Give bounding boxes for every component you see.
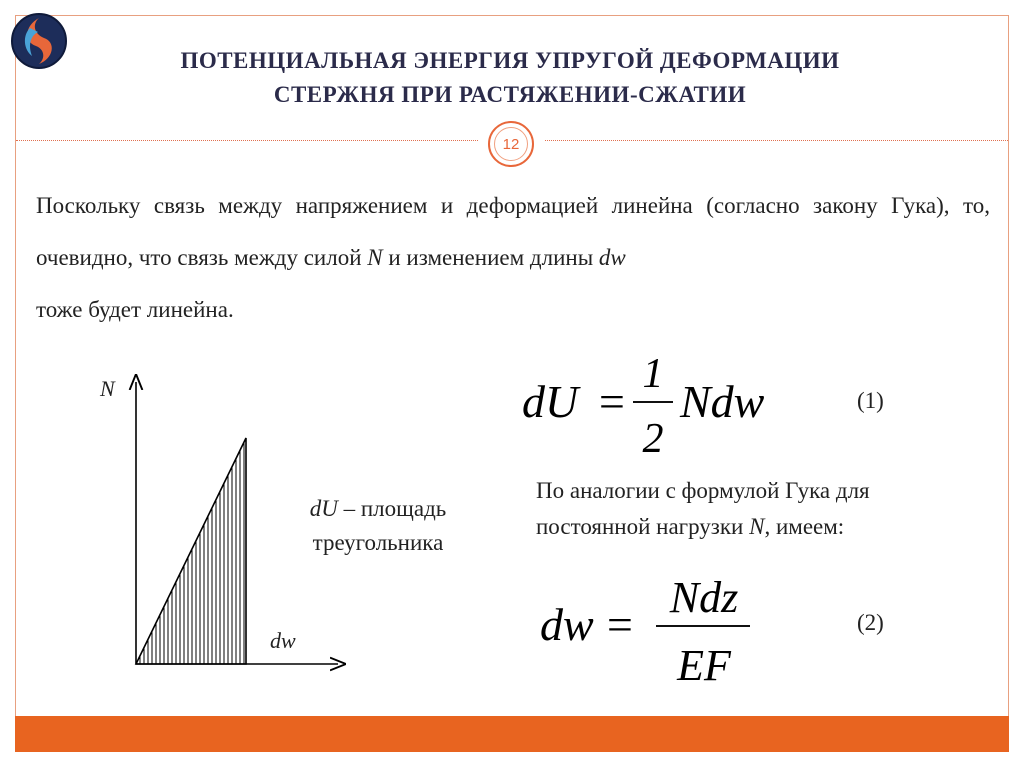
analogy-paragraph <box>536 473 976 545</box>
formula2-num: Ndz <box>669 573 739 622</box>
formula2-den: EF <box>677 641 731 688</box>
slide-title <box>70 44 950 112</box>
title-line-2: СТЕРЖНЯ ПРИ РАСТЯЖЕНИИ-СЖАТИИ <box>273 82 747 107</box>
diagram-caption <box>283 492 473 560</box>
analogy-var-n: N <box>749 514 765 539</box>
bottom-accent-bar <box>15 716 1009 752</box>
x-axis-label: dw <box>270 628 296 653</box>
divider-right <box>545 140 1008 141</box>
intro-var-dw: dw <box>598 245 626 270</box>
intro-var-n: N <box>367 245 383 270</box>
formula1-eq: = <box>596 376 628 427</box>
page-number-badge <box>488 121 534 167</box>
analogy-text-2: , имеем: <box>764 514 845 539</box>
swirl-logo-icon <box>10 12 68 70</box>
intro-paragraph <box>36 180 990 336</box>
analogy-text-1: По аналогии с формулой Гука для постоянной нагрузки <box>536 478 870 539</box>
divider-left <box>16 140 478 141</box>
formula2-lhs: dw <box>540 599 594 650</box>
y-axis-label: N <box>100 376 115 401</box>
title-line-1: ПОТЕНЦИАЛЬНАЯ ЭНЕРГИЯ УПРУГОЙ ДЕФОРМАЦИИ <box>180 48 840 73</box>
caption-var: dU <box>309 496 338 521</box>
equation-number-1: (1) <box>857 388 884 413</box>
formula2-eq: = <box>604 599 636 650</box>
formula-1 <box>520 345 820 460</box>
intro-text-3: тоже будет линейна. <box>36 297 234 322</box>
formula1-rhs: Ndw <box>680 376 765 427</box>
intro-text-1: Поскольку связь между напряжением и деформацией линейна (согласно закону Гука), то, очевидно, что связь между силой <box>36 193 990 270</box>
formula1-den: 2 <box>642 416 664 460</box>
equation-number-2: (2) <box>857 610 884 635</box>
formula1-lhs: dU <box>522 376 579 427</box>
intro-text-2: и изменением длины <box>382 245 599 270</box>
formula-2 <box>538 568 768 688</box>
formula1-num: 1 <box>642 351 664 397</box>
caption-text: – площадь треугольника <box>312 496 447 555</box>
energy-triangle <box>136 438 246 664</box>
page-number: 12 <box>494 127 528 161</box>
